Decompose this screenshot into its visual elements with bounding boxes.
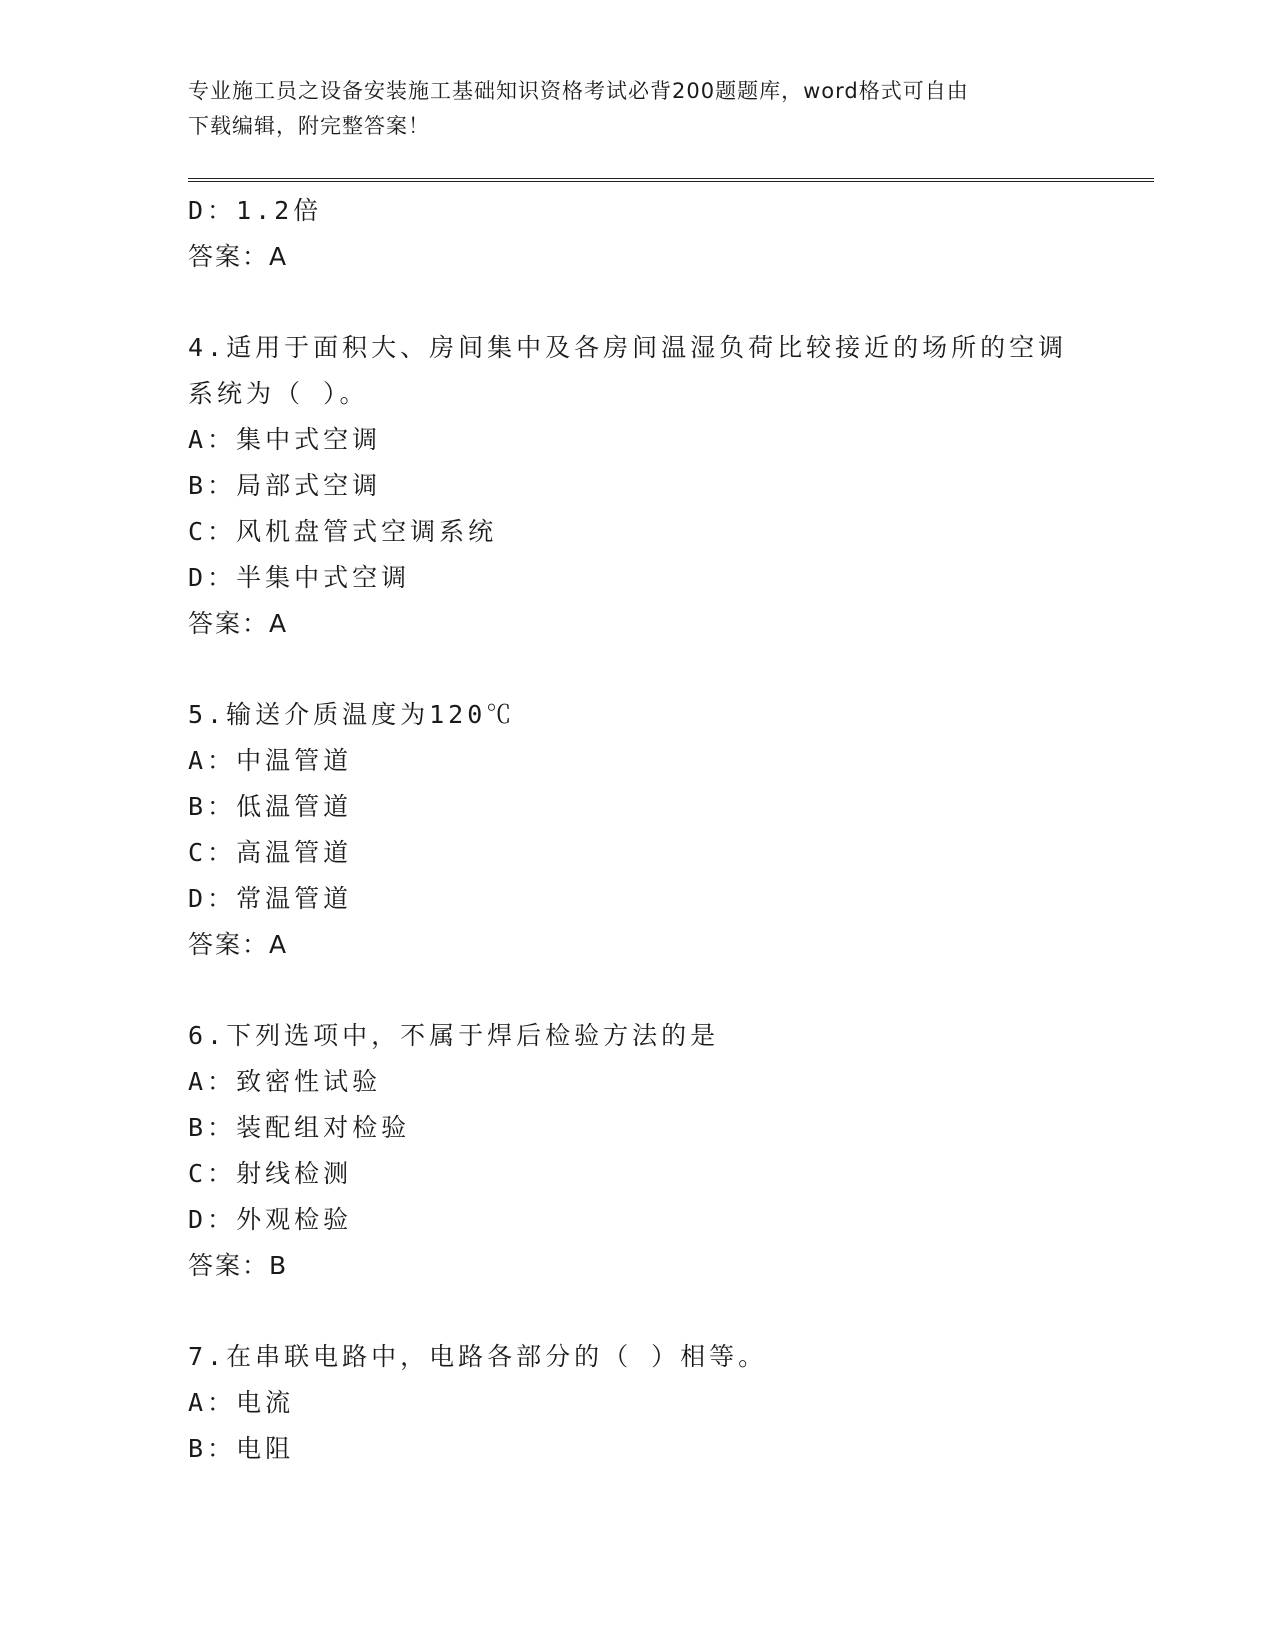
option-text: 外观检验: [236, 1205, 353, 1234]
option-letter: A：: [188, 746, 237, 775]
option-text: 集中式空调: [236, 425, 382, 454]
question-title: 5.输送介质温度为120℃: [188, 700, 516, 729]
header-line-2: 下载编辑，附完整答案！: [188, 114, 430, 138]
document-body: [188, 188, 1088, 1472]
option-letter: A：: [188, 1067, 237, 1096]
option-text: 中温管道: [236, 746, 353, 775]
question-block: [188, 1013, 1088, 1289]
option-letter: B：: [188, 471, 237, 500]
option-letter: C：: [188, 517, 237, 546]
answer-line: 答案：A: [188, 609, 289, 638]
answer-line: 答案：B: [188, 1251, 289, 1280]
option-text: 低温管道: [236, 792, 353, 821]
option-letter: A：: [188, 425, 237, 454]
option-text: 电阻: [236, 1434, 295, 1463]
answer-line: 答案：A: [188, 242, 289, 271]
option-c: [188, 1151, 1088, 1197]
question-block: [188, 1334, 1088, 1472]
option-letter: B：: [188, 1113, 237, 1142]
option-d: [188, 188, 1088, 234]
option-d: [188, 555, 1088, 601]
option-a: [188, 738, 1088, 784]
option-letter: D：: [188, 884, 237, 913]
option-b: [188, 1105, 1088, 1151]
option-letter: B：: [188, 1434, 237, 1463]
option-letter: C：: [188, 838, 237, 867]
option-letter: D：: [188, 196, 237, 225]
option-letter: A：: [188, 1388, 237, 1417]
option-text: 常温管道: [236, 884, 353, 913]
question-title: 4.适用于面积大、房间集中及各房间温湿负荷比较接近的场所的空调系统为（ ）。: [188, 333, 1068, 408]
option-text: 风机盘管式空调系统: [236, 517, 498, 546]
option-text: 半集中式空调: [236, 563, 411, 592]
answer-line: 答案：A: [188, 930, 289, 959]
option-text: 电流: [236, 1388, 295, 1417]
option-text: 1.2倍: [236, 196, 323, 225]
option-letter: C：: [188, 1159, 237, 1188]
option-b: [188, 463, 1088, 509]
option-letter: D：: [188, 1205, 237, 1234]
option-text: 致密性试验: [236, 1067, 382, 1096]
option-text: 局部式空调: [236, 471, 382, 500]
option-letter: B：: [188, 792, 237, 821]
option-b: [188, 1426, 1088, 1472]
header-line-1: 专业施工员之设备安装施工基础知识资格考试必背200题题库，word格式可自由: [188, 79, 969, 103]
option-text: 装配组对检验: [236, 1113, 411, 1142]
question-title: 6.下列选项中，不属于焊后检验方法的是: [188, 1021, 720, 1050]
question-title: 7.在串联电路中，电路各部分的（ ）相等。: [188, 1342, 768, 1371]
option-text: 射线检测: [236, 1159, 353, 1188]
page-header: [188, 74, 1068, 144]
option-d: [188, 876, 1088, 922]
header-divider: [188, 178, 1154, 182]
option-a: [188, 1059, 1088, 1105]
question-block: [188, 325, 1088, 647]
option-c: [188, 830, 1088, 876]
option-a: [188, 417, 1088, 463]
option-a: [188, 1380, 1088, 1426]
option-d: [188, 1197, 1088, 1243]
option-b: [188, 784, 1088, 830]
option-c: [188, 509, 1088, 555]
question-block: [188, 692, 1088, 968]
option-text: 高温管道: [236, 838, 353, 867]
option-letter: D：: [188, 563, 237, 592]
